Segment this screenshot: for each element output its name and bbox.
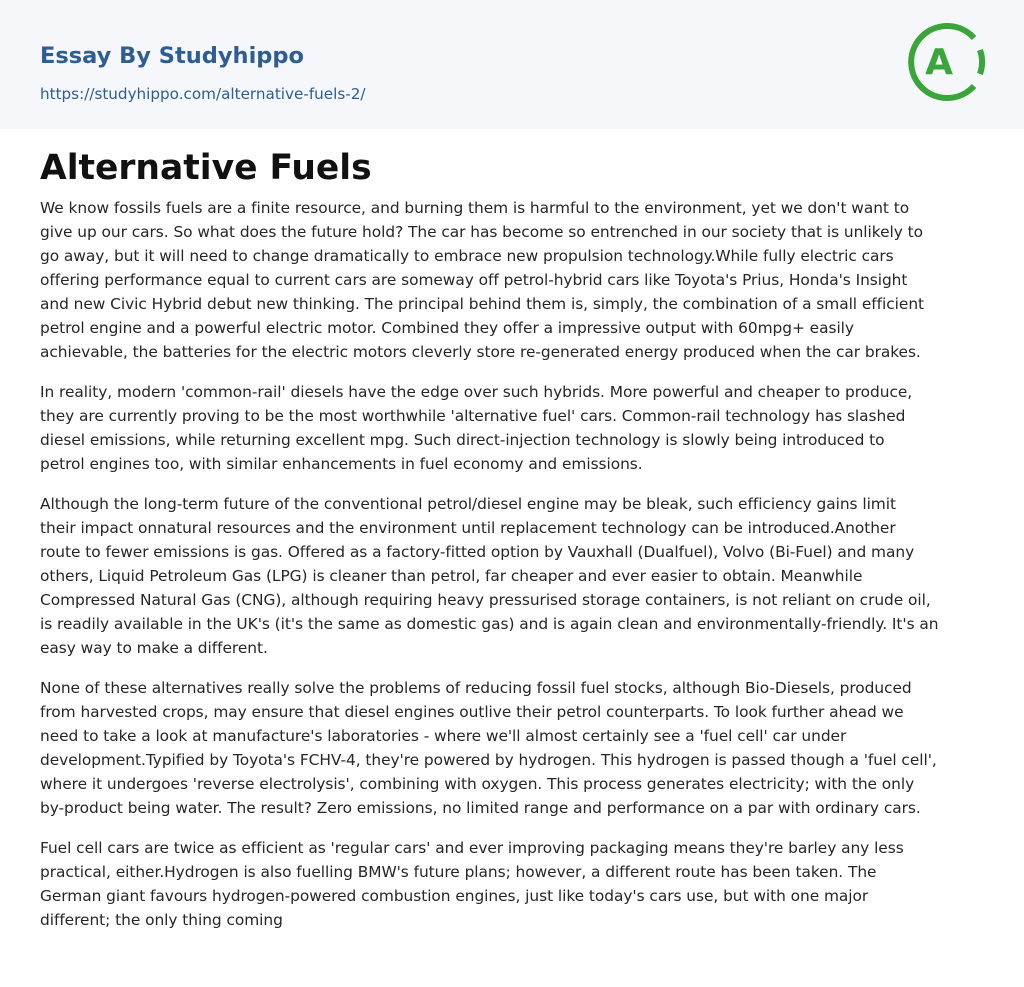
- essay-paragraph: [40, 492, 988, 660]
- essay-paragraph: [40, 836, 988, 932]
- paragraph-line: petrol engine and a powerful electric motor. Combined they offer a impressive output with 60mpg+ easily: [40, 319, 854, 337]
- source-url-link[interactable]: https://studyhippo.com/alternative-fuels-2/: [40, 85, 366, 103]
- brand-title: Essay By Studyhippo: [40, 43, 304, 69]
- paragraph-line: where it undergoes 'reverse electrolysis', combining with oxygen. This process generates electricity; with the only: [40, 775, 915, 793]
- paragraph-line: Fuel cell cars are twice as efficient as 'regular cars' and ever improving packaging means they're barley any less: [40, 839, 904, 857]
- paragraph-line: practical, either.Hydrogen is also fuelling BMW's future plans; however, a different route has been taken. The: [40, 863, 877, 881]
- paragraph-line: development.Typified by Toyota's FCHV-4, they're powered by hydrogen. This hydrogen is passed though a 'fuel cell',: [40, 751, 937, 769]
- essay-title: Alternative Fuels: [40, 148, 372, 188]
- paragraph-line: diesel emissions, while returning excellent mpg. Such direct-injection technology is slowly being introduced to: [40, 431, 885, 449]
- paragraph-line: different; the only thing coming: [40, 911, 283, 929]
- paragraph-line: go away, but it will need to change dramatically to embrace new propulsion technology.While fully electric cars: [40, 247, 894, 265]
- site-header: [0, 0, 1024, 129]
- paragraph-line: achievable, the batteries for the electric motors cleverly store re-generated energy produced when the car brakes.: [40, 343, 921, 361]
- paragraph-line: give up our cars. So what does the future hold? The car has become so entrenched in our society that is unlikely to: [40, 223, 923, 241]
- essay-content: [40, 141, 988, 948]
- paragraph-line: and new Civic Hybrid debut new thinking. The principal behind them is, simply, the combination of a small efficient: [40, 295, 925, 313]
- paragraph-line: by-product being water. The result? Zero emissions, no limited range and performance on a par with ordinary cars.: [40, 799, 921, 817]
- paragraph-line: others, Liquid Petroleum Gas (LPG) is cleaner than petrol, far cheaper and ever easier to obtain. Meanwhile: [40, 567, 863, 585]
- paragraph-line: they are currently proving to be the most worthwhile 'alternative fuel' cars. Common-rail technology has slashed: [40, 407, 906, 425]
- logo-ring: [904, 20, 988, 104]
- paragraph-line: their impact onnatural resources and the environment until replacement technology can be introduced.Another: [40, 519, 896, 537]
- essay-body: [40, 196, 988, 932]
- essay-paragraph: [40, 380, 988, 476]
- paragraph-line: Although the long-term future of the conventional petrol/diesel engine may be bleak, such efficiency gains limit: [40, 495, 896, 513]
- paragraph-line: is readily available in the UK's (it's the same as domestic gas) and is again clean and environmentally-friendly. It's an: [40, 615, 939, 633]
- paragraph-line: petrol engines too, with similar enhancements in fuel economy and emissions.: [40, 455, 643, 473]
- paragraph-line: In reality, modern 'common-rail' diesels have the edge over such hybrids. More powerful and cheaper to produce,: [40, 383, 913, 401]
- paragraph-line: We know fossils fuels are a finite resource, and burning them is harmful to the environment, yet we don't want to: [40, 199, 910, 217]
- studyhippo-logo-icon[interactable]: [904, 20, 988, 104]
- paragraph-line: from harvested crops, may ensure that diesel engines outlive their petrol counterparts. To look further ahead we: [40, 703, 904, 721]
- paragraph-line: route to fewer emissions is gas. Offered as a factory-fitted option by Vauxhall (Dualfuel), Volvo (Bi-Fuel) and many: [40, 543, 915, 561]
- paragraph-line: easy way to make a different.: [40, 639, 268, 657]
- paragraph-line: Compressed Natural Gas (CNG), although requiring heavy pressurised storage containers, is not reliant on crude oil,: [40, 591, 931, 609]
- essay-paragraph: [40, 676, 988, 820]
- logo-letter: A: [925, 42, 953, 83]
- paragraph-line: need to take a look at manufacture's laboratories - where we'll almost certainly see a 'fuel cell' car under: [40, 727, 847, 745]
- paragraph-line: German giant favours hydrogen-powered combustion engines, just like today's cars use, but with one major: [40, 887, 869, 905]
- paragraph-line: None of these alternatives really solve the problems of reducing fossil fuel stocks, although Bio-Diesels, produced: [40, 679, 912, 697]
- essay-paragraph: [40, 196, 988, 364]
- paragraph-line: offering performance equal to current cars are someway off petrol-hybrid cars like Toyota's Prius, Honda's Insight: [40, 271, 908, 289]
